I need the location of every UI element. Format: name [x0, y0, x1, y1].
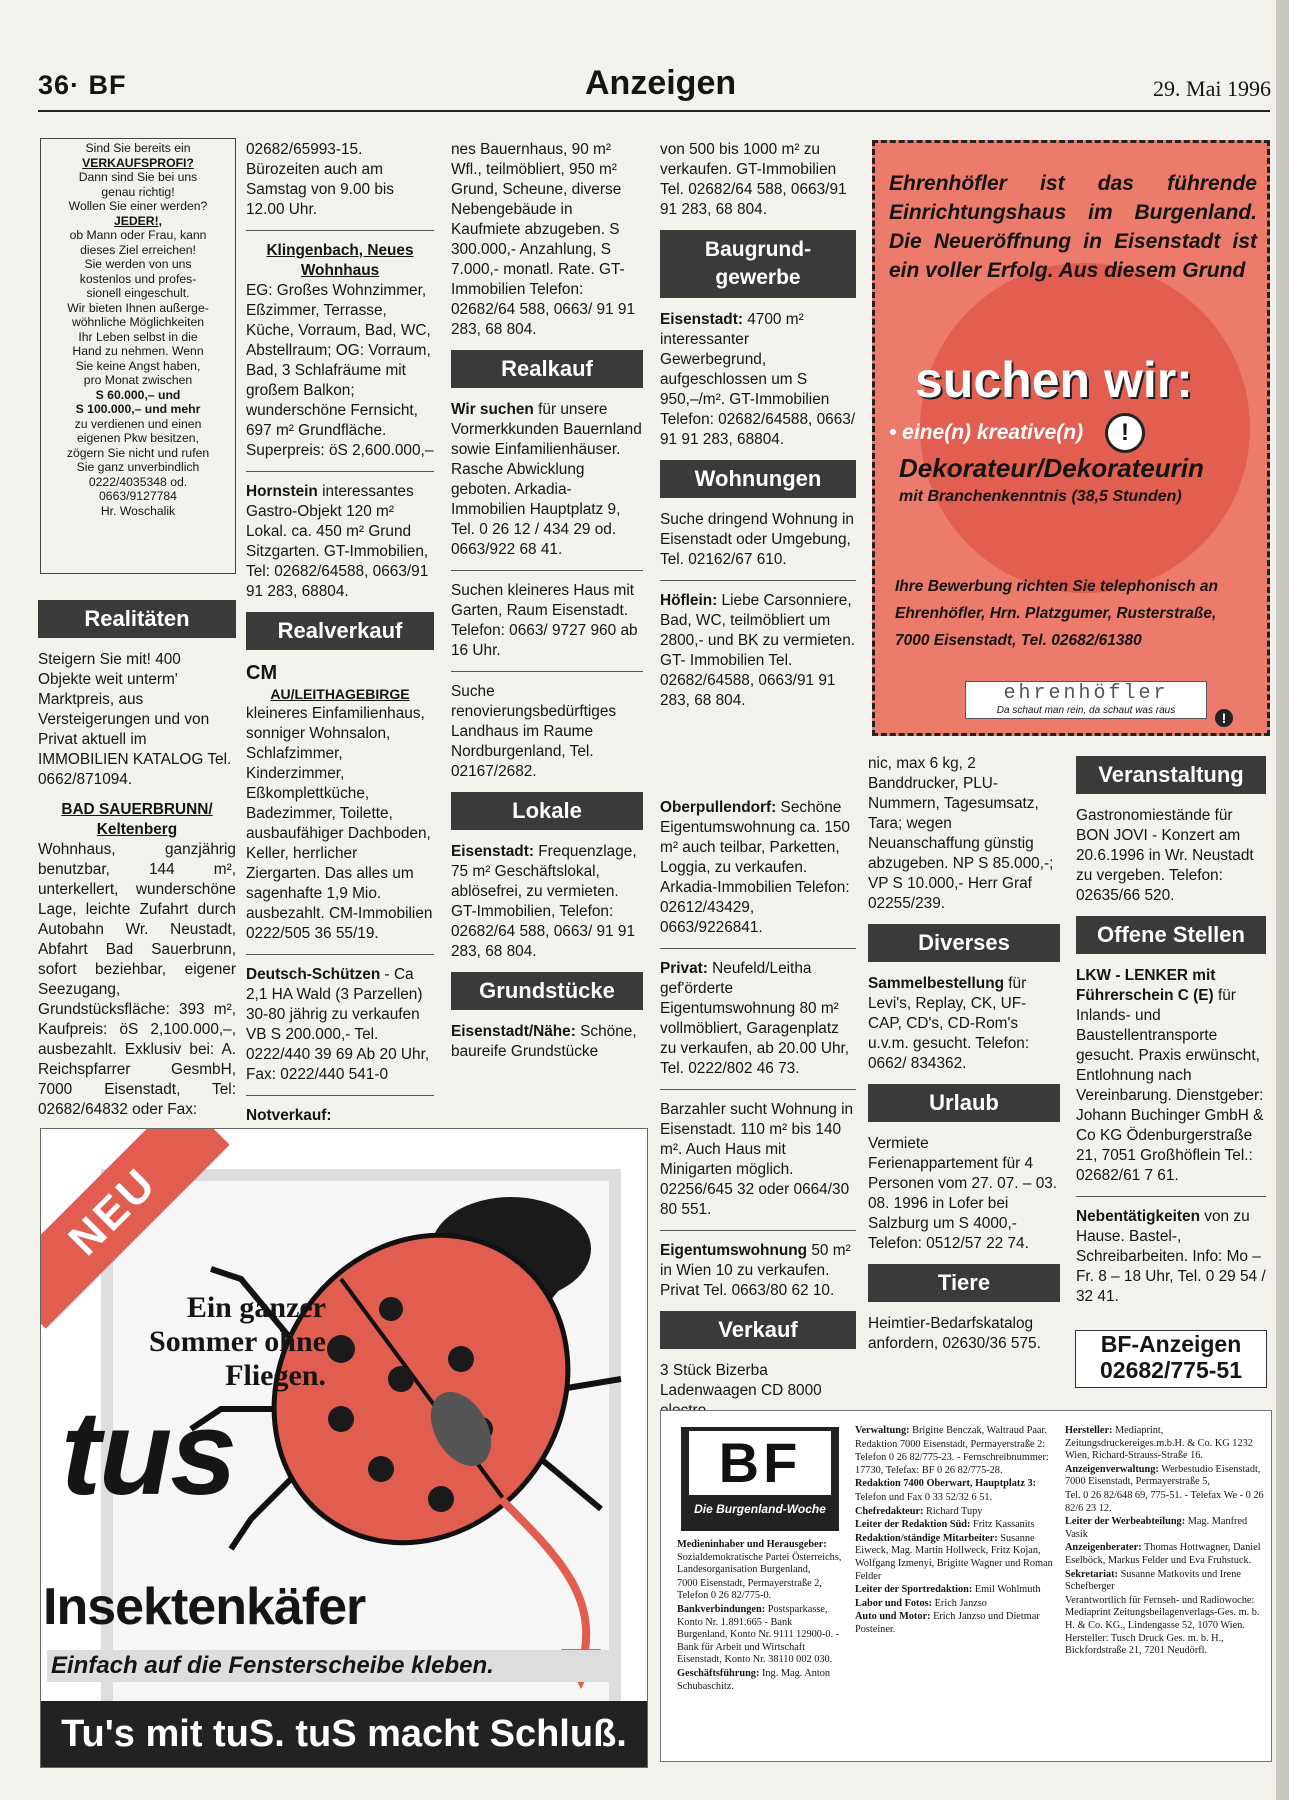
box-line: Wir bieten Ihnen außerge-: [67, 300, 209, 315]
ad-oberpullendorf: [660, 798, 856, 938]
ad-wir-suchen-text: für unsere Vormerkkunden Bauernland sowie Einfamilienhäuser. Rasche Abwicklung geboten. Arkadia-Immobilien Hauptplatz 9, Tel. 0 26 12 / 434 29 od. 0663/922 68 41.: [451, 401, 642, 558]
tus-brand: tus: [61, 1386, 235, 1520]
impressum-entry: Telefon 0 26 82/775-23. - Fernschreibnummer: 17730, Telefax: BF 0 26 82/775-28.: [855, 1452, 1049, 1476]
tus-headline: Ein ganzer Sommer ohne Fliegen.: [149, 1291, 326, 1392]
ad-wir-suchen-lead: Wir suchen: [451, 401, 534, 418]
ad-hoeflein-lead: Höflein:: [660, 592, 718, 609]
ehrenhoefler-job-title: Dekorateur/Dekorateurin: [899, 453, 1204, 483]
ad-eigentumswohnung-text: 50 m² in Wien 10 zu verkaufen. Privat Tel. 0663/80 62 10.: [660, 1242, 851, 1299]
issue-date: 29. Mai 1996: [1153, 76, 1271, 101]
section-head-diverses: Diverses: [868, 924, 1060, 962]
cm-logo: CM: [246, 662, 278, 684]
bf-anzeigen-label: BF-Anzeigen: [1100, 1331, 1242, 1357]
ad-grundstuecke: [451, 1022, 643, 1062]
ad-eisenstadt-lokal: [451, 842, 643, 962]
impressum-entry: Redaktion 7000 Eisenstadt, Permayerstraße 2:: [855, 1438, 1046, 1450]
divider: [246, 1095, 434, 1096]
impressum-entry: Leiter der Werbeabteilung: Mag. Manfred Vasik: [1065, 1516, 1248, 1540]
ad-neufeld-text: Neufeld/Leitha gef'örderte Eigentumswohnung 80 m² vollmöbliert, Garagenplatz zu verkaufen, ab 20.00 Uhr, Tel. 0222/802 46 73.: [660, 960, 850, 1077]
box-line: JEDER!,: [113, 213, 163, 228]
column-3: [451, 140, 643, 1072]
ad-hornstein: [246, 482, 434, 602]
ad-hornstein-lead: Hornstein: [246, 483, 318, 500]
divider: [660, 1230, 856, 1231]
ad-suchen-haus: Suchen kleineres Haus mit Garten, Raum Eisenstadt. Telefon: 0663/ 9727 960 ab 16 Uhr.: [451, 582, 638, 659]
ad-nebentaetigkeiten-text: von zu Hause. Bastel-, Schreibarbeiten. Info: Mo – Fr. 8 – 18 Uhr, Tel. 0 29 54 / 32 41.: [1076, 1208, 1266, 1305]
impressum-entry: Labor und Fotos: Erich Janzso: [855, 1597, 987, 1609]
ad-leithagebirge-title: AU/LEITHAGEBIRGE: [270, 686, 410, 702]
impressum-entry: Leiter der Redaktion Süd: Fritz Kassanits: [855, 1519, 1035, 1531]
ehrenhoefler-slogan: Da schaut man rein, da schaut was raus: [996, 705, 1176, 716]
ad-wir-suchen: [451, 400, 643, 560]
ad-eisenstadt-lokal-lead: Eisenstadt:: [451, 843, 534, 860]
ad-heimtier: Heimtier-Bedarfskatalog anfordern, 02630/36 575.: [868, 1315, 1041, 1352]
page-edge: [1276, 0, 1289, 1800]
column-6: [1076, 746, 1266, 1317]
box-line: Ihr Leben selbst in die: [78, 329, 198, 344]
ad-gewerbegrund-text: 4700 m² interessanter Gewerbegrund, aufgeschlossen um S 950,–/m². GT-Immobilien Telefon: 02682/64588, 0663/ 91 91 283, 68804.: [660, 311, 856, 448]
ad-eigentumswohnung: [660, 1241, 856, 1301]
ad-gewerbegrund-lead: Eisenstadt:: [660, 311, 743, 328]
box-line: dieses Ziel erreichen!: [80, 242, 196, 257]
box-line: ob Mann oder Frau, kann: [69, 228, 207, 242]
column-2: [246, 140, 434, 1176]
box-line: eigenen Pkw besitzen,: [77, 431, 199, 445]
box-line: kostenlos und profes-: [79, 271, 197, 286]
impressum-entry: Auto und Motor: Erich Janzso und Dietmar Posteiner.: [855, 1611, 1040, 1635]
box-line: Sind Sie bereits ein: [85, 141, 191, 155]
ad-oberpullendorf-lead: Oberpullendorf:: [660, 799, 777, 816]
impressum-entry: Bankverbindungen: Postsparkasse, Konto Nr. 1.891.665 - Bank Burgenland, Konto Nr. 9111 12900-0. - Bank für Arbeit und Wirtschaft Eisenstadt, Konto Nr. 38110 002 030.: [677, 1603, 840, 1666]
impressum-entry: Sekretariat: Susanne Matkovits und Irene Schefberger: [1065, 1568, 1241, 1593]
ad-immobilienkatalog: Steigern Sie mit! 400 Objekte weit unterm' Marktpreis, aus Versteigerungen und von Privat aktuell im IMMOBILIEN KATALOG Tel. 0662/871094.: [38, 651, 232, 788]
ad-klingenbach: EG: Großes Wohnzimmer, Eßzimmer, Terrasse, Küche, Vorraum, Bad, WC, Abstellraum; OG: Vorraum, Bad, 3 Schlafräume mit großem Balkon; wunderschöne Fernsicht, 697 m² Grundfläche. Superpreis: öS 2,600.000,–: [246, 282, 434, 459]
impressum-entry: Geschäftsführung: Ing. Mag. Anton Schubaschitz.: [677, 1667, 831, 1692]
box-line: Hr. Woschalik: [100, 503, 176, 518]
section-head-baugrund: Baugrund- gewerbe: [660, 230, 856, 298]
page-section-title: Anzeigen: [585, 64, 737, 102]
ad-barzahler: Barzahler sucht Wohnung in Eisenstadt. 110 m² bis 140 m². Auch Haus mit Minigarten möglich. 02256/645 32 oder 0664/30 80 551.: [660, 1101, 854, 1218]
column-4-lower: [660, 798, 856, 1431]
column-1: [38, 590, 236, 1130]
impressum-column-1: [677, 1539, 845, 1694]
ad-banddrucker: nic, max 6 kg, 2 Banddrucker, PLU-Nummern, Tagesumsatz, Tara; wegen Neuanschaffung günstig abzugeben. NP S 85.000,-; VP S 10.000,- Herr Graf 02255/239.: [868, 755, 1054, 912]
impressum-entry: Hersteller: Mediaprint, Zeitungsdruckereiges.m.b.H. & Co. KG 1232 Wien, Richard-Strauss-Straße 16.: [1065, 1425, 1253, 1462]
ad-bauernhaus: nes Bauernhaus, 90 m² Wfl., teilmöbliert, 950 m² Grund, Scheune, diverse Nebengebäude in Kaufmiete abzugeben. S 300.000,- Anzahlung, S 7.000,- monatl. Rate. GT-Immobilien Telefon: 02682/64 588, 0663/ 91 91 283, 68 804.: [451, 141, 636, 338]
ad-deutsch-schuetzen-lead: Deutsch-Schützen: [246, 966, 381, 983]
ad-klingenbach-title: Klingenbach, Neues Wohnhaus: [266, 242, 414, 279]
section-head-grundstuecke: Grundstücke: [451, 972, 643, 1010]
box-line: Sie keine Angst haben,: [75, 358, 201, 373]
impressum-entry: Medieninhaber und Herausgeber: Sozialdemokratische Partei Österreichs, Landesorganisation Burgenland,: [677, 1539, 842, 1576]
impressum-entry: Verantwortlich für Fernseh- und Radiowoche: Mediaprint Zeitungsbeilagenverlags-Ges. m. b. H. & Co. KG., Lindengasse 52, 1070 Wien. Hersteller: Tusch Druck Ges. m. b. H., Bickfordstraße 21, 7201 Neudörfl.: [1065, 1594, 1260, 1657]
impressum-entry: Redaktion/ständige Mitarbeiter: Susanne Eiweck, Mag. Martin Hollweck, Fritz Kojan, Wolfgang Izmenyi, Brigitte Wagner und Roman Felder: [855, 1532, 1053, 1582]
ehrenhoefler-logo: [965, 681, 1207, 719]
ad-deutsch-schuetzen-text: - Ca 2,1 HA Wald (3 Parzellen) 30-80 jährig zu verkaufen VB S 200.000,- Tel. 0222/440 39 69 Ab 20 Uhr, Fax: 0222/440 541-0: [246, 966, 430, 1083]
box-line: zu verdienen und einen: [74, 416, 202, 431]
ad-bon-jovi: Gastronomiestände für BON JOVI - Konzert am 20.6.1996 in Wr. Neustadt zu vergeben. Telefon: 02635/66 520.: [1076, 807, 1254, 904]
divider: [660, 948, 856, 949]
ad-oberpullendorf-text: Sechöne Eigentumswohnung ca. 150 m² auch teilbar, Parketten, Loggia, zu verkaufen. Arkadia-Immobilien Telefon: 02612/43429, 0663/9226841.: [660, 799, 850, 936]
box-line: genau richtig!: [101, 184, 175, 199]
ad-grundstuecke-lead: Eisenstadt/Nähe:: [451, 1023, 576, 1040]
box-line: Wollen Sie einer werden?: [68, 199, 208, 213]
section-head-tiere: Tiere: [868, 1264, 1060, 1302]
impressum-column-3: [1065, 1425, 1265, 1659]
ad-bad-sauerbrunn-title: BAD SAUERBRUNN/ Keltenberg: [61, 801, 213, 838]
verkaufsprofi-ad: [40, 138, 236, 574]
ad-eisenstadt-lokal-text: Frequenzlage, 75 m² Geschäftslokal, ablösefrei, zu vermieten. GT-Immobilien, Telefon: 02682/64 588, 0663/ 91 91 283, 68 804.: [451, 843, 637, 960]
ad-eigentumswohnung-lead: Eigentumswohnung: [660, 1242, 808, 1259]
section-head-lokale: Lokale: [451, 792, 643, 830]
ad-hornstein-text: interessantes Gastro-Objekt 120 m² Lokal. ca. 450 m² Grund Sitzgarten. GT-Immobilien, Tel: 02682/64588, 0663/91 91 283, 68804.: [246, 483, 429, 600]
ehrenhoefler-job-detail: mit Branchenkenntnis (38,5 Stunden): [899, 488, 1182, 505]
ad-neufeld: [660, 959, 856, 1079]
ad-hoeflein: [660, 591, 856, 711]
impressum: [660, 1410, 1272, 1762]
divider: [451, 570, 643, 571]
bf-anzeigen-box: [1075, 1330, 1267, 1388]
ad-bad-sauerbrunn: Wohnhaus, ganzjährig benutzbar, 144 m², unterkellert, wunderschöne Lage, leichte Zufahrt durch Autobahn Wr. Neustadt, Abfahrt Bad Sauerbrunn, sofort beziehbar, eigener Seezugang, Grundstücksfläche: 393 m², Kaufpreis: öS 2,100.000,–, ausbezahlt. Exklusiv bei: A. Reichspfarrer GesmbH, 7000 Eisenstadt, Tel: 02682/64832 oder Fax:: [38, 841, 236, 1118]
tus-product: Insektenkäfer: [43, 1578, 366, 1636]
ehrenhoefler-suchen: suchen wir:: [915, 352, 1193, 408]
ad-grundstuecke-text: Schöne, baureife Grundstücke: [451, 1023, 637, 1060]
box-line: 0663/9127784: [99, 489, 177, 503]
box-line: S 60.000,– und: [95, 387, 181, 402]
box-line: pro Monat zwischen: [83, 373, 193, 387]
divider: [246, 471, 434, 472]
ehrenhoefler-ad: [872, 140, 1270, 736]
exclamation-icon-small: !: [1215, 709, 1233, 727]
ad-grund-verkauf: von 500 bis 1000 m² zu verkaufen. GT-Immobilien Tel. 02682/64 588, 0663/91 91 283, 68 804.: [660, 141, 847, 218]
ad-notverkauf-lead: Notverkauf:: [246, 1107, 332, 1124]
ad-lkw-lenker-text: für Inlands- und Baustellentransporte gesucht. Praxis erwünscht, Entlohnung nach Vereinbarung. Dienstgeber: Johann Buchinger GmbH & Co KG Ödenburgerstraße 21, 7051 Großhöflein Tel.: 02682/61 7 61.: [1076, 987, 1264, 1184]
impressum-entry: 7000 Eisenstadt, Permayerstraße 2, Telefon 0 26 82/775-0.: [677, 1577, 822, 1602]
bf-anzeigen-phone: 02682/775-51: [1100, 1357, 1242, 1383]
ehrenhoefler-stelle: • eine(n) kreative(n): [889, 421, 1084, 444]
ad-suche-wohnung: Suche dringend Wohnung in Eisenstadt oder Umgebung, Tel. 02162/67 610.: [660, 511, 854, 568]
section-head-veranstaltung: Veranstaltung: [1076, 756, 1266, 794]
ad-bizerba: 3 Stück Bizerba Ladenwaagen CD 8000: [660, 1362, 822, 1399]
impressum-entry: Leiter der Sportredaktion: Emil Wohlmuth: [855, 1584, 1041, 1596]
impressum-entry: Verwaltung: Brigitte Benczak, Waltraud Paar.: [855, 1425, 1047, 1436]
section-head-realverkauf: Realverkauf: [246, 612, 434, 650]
box-line: S 100.000,– und mehr: [75, 402, 201, 416]
box-line: zögern Sie nicht und rufen: [66, 445, 210, 460]
tus-instruction: Einfach auf die Fensterscheibe kleben.: [47, 1650, 615, 1682]
impressum-entry: Tel. 0 26 82/648 69, 775-51. - Telefax We - 0 26 82/6 23 12.: [1065, 1489, 1264, 1514]
divider: [660, 1089, 856, 1090]
box-line: sionell eingeschult.: [86, 286, 190, 300]
box-line: VERKAUFSPROFI?: [82, 155, 194, 170]
box-line: Sie ganz unverbindlich: [76, 460, 200, 474]
section-head-realitaeten: Realitäten: [38, 600, 236, 638]
section-head-urlaub: Urlaub: [868, 1084, 1060, 1122]
ad-lkw-lenker-lead: LKW - LENKER mit Führerschein C (E): [1076, 967, 1216, 1004]
bf-logo-text: BF: [689, 1431, 831, 1495]
divider: [246, 954, 434, 955]
divider: [451, 671, 643, 672]
ehrenhoefler-bewerbung: Ihre Bewerbung richten Sie telephonisch an Ehrenhöfler, Hrn. Platzgumer, Rusterstraße, 7000 Eisenstadt, Tel. 02682/61380: [895, 578, 1218, 649]
ad-nebentaetigkeiten-lead: Nebentätigkeiten: [1076, 1208, 1201, 1225]
box-line: Dann sind Sie bei uns: [78, 170, 198, 184]
ad-sammelbestellung-text: für Levi's, Replay, CK, UF-CAP, CD's, CD-Rom's u.v.m. gesucht. Telefon: 0662/ 834362.: [868, 975, 1030, 1072]
impressum-entry: Chefredakteur: Richard Tupy: [855, 1505, 983, 1517]
ehrenhoefler-lead: Ehrenhöfler ist das führende Einrichtungshaus im Burgenland. Die Neueröffnung in Eisenstadt ist ein voller Erfolg. Aus diesem Grund: [889, 172, 1257, 282]
exclamation-icon: !: [1105, 413, 1145, 453]
neu-badge: NEU: [40, 1128, 230, 1329]
ad-buerozeiten: 02682/65993-15. Bürozeiten auch am Samstag von 9.00 bis 12.00 Uhr.: [246, 141, 395, 218]
impressum-entry: Redaktion 7400 Oberwart, Hauptplatz 3:: [855, 1478, 1037, 1490]
bf-logo: [681, 1427, 839, 1531]
box-line: Hand zu nehmen. Wenn: [72, 344, 204, 358]
ad-leithagebirge: kleineres Einfamilienhaus, sonniger Wohnsalon, Schlafzimmer, Kinderzimmer, Eßkomplettküche, Badezimmer, Toilette, ausbaufähiger Dachboden, Keller, herrlicher Ziergarten. Das alles um sagenhafte 1,9 Mio. ausbezahlt. CM-Immobilien 0222/505 36 55/19.: [246, 705, 433, 942]
ad-hoeflein-text: Liebe Carsonniere, Bad, WC, teilmöbliert um 2800,- und BK zu vermieten. GT- Immobilien Tel. 02682/64588, 0663/91 91 283, 68 804.: [660, 592, 856, 709]
column-4: [660, 140, 856, 721]
ad-landhaus: Suche renovierungsbedürftiges Landhaus im Raume Nordburgenland, Tel. 02167/2682.: [451, 683, 617, 780]
impressum-entry: Telefon und Fax 0 33 52/32 6 51.: [855, 1491, 993, 1503]
impressum-entry: Anzeigenverwaltung: Werbestudio Eisenstadt, 7000 Eisenstadt, Permayerstraße 5,: [1065, 1463, 1261, 1488]
ad-gewerbegrund: [660, 310, 856, 450]
section-head-wohnungen: Wohnungen: [660, 460, 856, 498]
ad-lkw-lenker: [1076, 966, 1266, 1186]
divider: [660, 580, 856, 581]
page-number: 36· BF: [38, 70, 127, 100]
impressum-entry: Anzeigenberater: Thomas Hottwagner, Daniel Eselböck, Markus Felder und Eva Fruhstuck.: [1065, 1542, 1261, 1566]
section-head-realkauf: Realkauf: [451, 350, 643, 388]
ad-nebentaetigkeiten: [1076, 1207, 1266, 1307]
column-5: [868, 754, 1060, 1364]
ehrenhoefler-logo-text: ehrenhöfler: [1003, 682, 1169, 705]
section-head-offene-stellen: Offene Stellen: [1076, 916, 1266, 954]
header-rule: [38, 110, 1270, 112]
box-line: wöhnliche Möglichkeiten: [71, 315, 205, 329]
box-line: 0222/4035348 od.: [88, 474, 188, 489]
ad-neufeld-lead: Privat:: [660, 960, 708, 977]
divider: [246, 230, 434, 231]
tus-slogan: Tu's mit tuS. tuS macht Schluß.: [41, 1701, 647, 1767]
box-line: Sie werden von uns: [84, 257, 192, 271]
ad-deutsch-schuetzen: [246, 965, 434, 1085]
divider: [1076, 1196, 1266, 1197]
tus-ad: [40, 1128, 648, 1768]
ad-ferienappartement: Vermiete Ferienappartement für 4 Personen vom 27. 07. – 03. 08. 1996 in Lofer bei Salzburg um S 4000,- Telefon: 0512/57 22 74.: [868, 1135, 1058, 1252]
ad-sammelbestellung-lead: Sammelbestellung: [868, 975, 1004, 992]
section-head-verkauf: Verkauf: [660, 1311, 856, 1349]
bf-logo-subtitle: Die Burgenland-Woche: [694, 1502, 826, 1516]
ad-sammelbestellung: [868, 974, 1060, 1074]
impressum-column-2: [855, 1425, 1055, 1638]
